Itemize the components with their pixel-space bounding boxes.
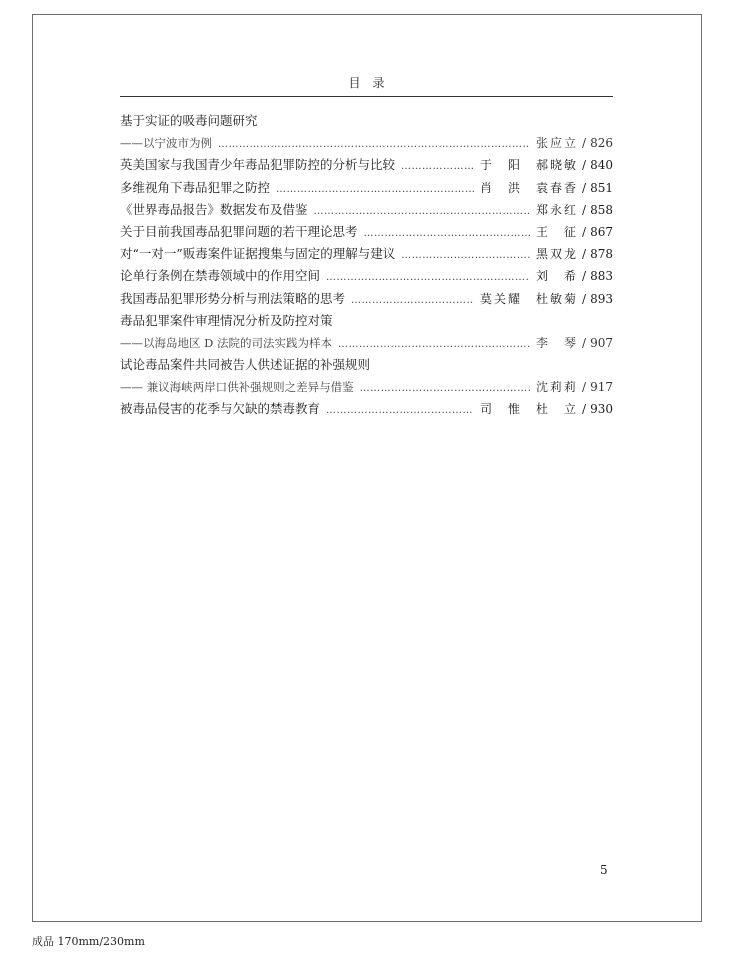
toc-entry-page: 907 xyxy=(590,335,613,350)
toc-entry xyxy=(120,376,613,398)
dot-leader xyxy=(360,378,530,400)
dot-leader xyxy=(314,201,531,223)
dot-leader xyxy=(401,245,530,267)
page-separator: / xyxy=(582,224,587,239)
toc-entry-author: 黑双龙 xyxy=(536,247,579,262)
toc-entry-page: 893 xyxy=(590,291,613,306)
dot-leader xyxy=(276,179,474,201)
toc-entry-title: 论单行条例在禁毒领域中的作用空间 xyxy=(120,268,321,284)
page-number: 5 xyxy=(600,863,608,877)
page-separator: / xyxy=(582,158,587,173)
toc-entry-page: 851 xyxy=(590,180,613,195)
toc-entry-title: 对“一对一”贩毒案件证据搜集与固定的理解与建议 xyxy=(120,246,396,262)
toc-entry xyxy=(120,110,613,132)
trim-size-note: 成品 170mm/230mm xyxy=(32,935,145,948)
dot-leader xyxy=(351,290,474,312)
toc-entry-author: 张应立 xyxy=(536,136,579,151)
page-separator: / xyxy=(582,180,587,195)
toc-entry-author: 李 琴 xyxy=(536,335,579,350)
dot-leader xyxy=(326,267,530,289)
toc-entry-author: 于 阳 郝晓敏 xyxy=(480,158,579,173)
page-separator: / xyxy=(582,247,587,262)
dot-leader xyxy=(364,223,531,245)
toc-entry-author: 司 惟 杜 立 xyxy=(480,402,579,417)
toc-entry-page: 858 xyxy=(590,202,613,217)
toc-entry-page: 840 xyxy=(590,158,613,173)
toc-entry-title: —— 兼议海峡两岸口供补强规则之差异与借鉴 xyxy=(120,380,354,395)
toc-entry xyxy=(120,132,613,154)
toc-header xyxy=(120,72,613,97)
toc-entry-title: 被毒品侵害的花季与欠缺的禁毒教育 xyxy=(120,401,321,417)
toc-entry xyxy=(120,354,613,376)
toc-entry-page: 878 xyxy=(590,247,613,262)
toc-entry xyxy=(120,332,613,354)
page-separator: / xyxy=(582,380,587,395)
toc-entry-author: 郑永红 xyxy=(536,202,579,217)
page-separator: / xyxy=(582,291,587,306)
page-separator: / xyxy=(582,202,587,217)
toc-entry-author: 刘 希 xyxy=(536,269,579,284)
toc-entry xyxy=(120,310,613,332)
dot-leader xyxy=(338,334,530,356)
page-separator: / xyxy=(582,335,587,350)
toc-entry-title: 试论毒品案件共同被告人供述证据的补强规则 xyxy=(120,357,371,373)
toc-entry-author: 莫关耀 杜敏菊 xyxy=(480,291,579,306)
toc-entry-title: 多维视角下毒品犯罪之防控 xyxy=(120,179,271,195)
toc-entry xyxy=(120,288,613,310)
page-separator: / xyxy=(582,136,587,151)
dot-leader xyxy=(401,156,474,178)
toc-entry-title: ——以宁波市为例 xyxy=(120,136,212,151)
toc-entry-page: 917 xyxy=(590,380,613,395)
toc-entry-page: 883 xyxy=(590,269,613,284)
toc-entry-title: ——以海岛地区 D 法院的司法实践为样本 xyxy=(120,335,333,350)
dot-leader xyxy=(218,134,530,156)
toc-entry xyxy=(120,265,613,287)
toc-entry-title: 基于实证的吸毒问题研究 xyxy=(120,113,258,128)
toc-entry-author: 王 征 xyxy=(536,224,579,239)
toc-title: 目 录 xyxy=(348,76,385,90)
toc-entry-title: 英美国家与我国青少年毒品犯罪防控的分析与比较 xyxy=(120,157,396,173)
page-separator: / xyxy=(582,402,587,417)
toc-entry xyxy=(120,177,613,199)
page-separator: / xyxy=(582,269,587,284)
toc-entry-title: 我国毒品犯罪形势分析与刑法策略的思考 xyxy=(120,290,346,306)
toc-entry xyxy=(120,221,613,243)
toc-entry-author: 肖 洪 袁春香 xyxy=(480,180,579,195)
toc-entry xyxy=(120,199,613,221)
toc-entry-author: 沈莉莉 xyxy=(536,380,579,395)
toc-entry-title: 《世界毒品报告》数据发布及借鉴 xyxy=(120,201,308,217)
toc-entry-page: 867 xyxy=(590,224,613,239)
dot-leader xyxy=(326,400,474,422)
toc-entry xyxy=(120,243,613,265)
table-of-contents xyxy=(120,110,613,421)
toc-entry-title: 关于目前我国毒品犯罪问题的若干理论思考 xyxy=(120,223,358,239)
toc-entry-page: 930 xyxy=(590,402,613,417)
toc-entry-title: 毒品犯罪案件审理情况分析及防控对策 xyxy=(120,312,333,328)
toc-entry xyxy=(120,154,613,176)
toc-entry-page: 826 xyxy=(590,136,613,151)
toc-entry xyxy=(120,398,613,420)
